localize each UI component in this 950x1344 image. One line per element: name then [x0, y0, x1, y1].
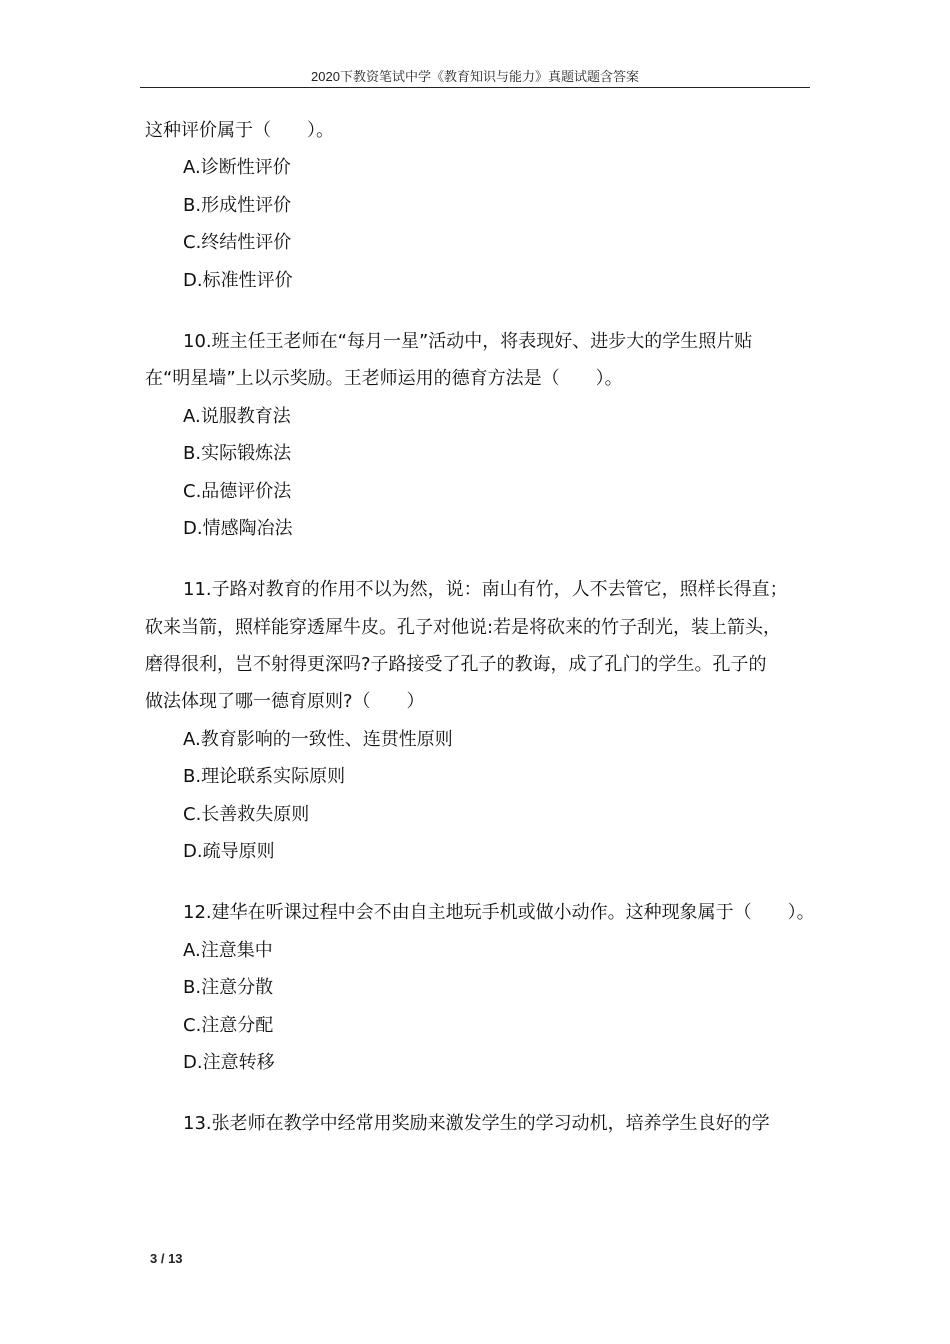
option-b: B.形成性评价 [183, 194, 292, 216]
question-block [145, 898, 813, 1085]
question-stem-line: 10.班主任王老师在“每月一星”活动中，将表现好、进步大的学生照片贴 [183, 330, 753, 352]
option-d: D.标准性评价 [183, 269, 293, 291]
option-d: D.情感陶冶法 [183, 517, 293, 539]
header-rule [140, 87, 810, 88]
question-stem-line: 在“明星墙”上以示奖励。王老师运用的德育方法是（ ）。 [145, 368, 623, 390]
option-d: D.注意转移 [183, 1051, 275, 1073]
option-a: A.注意集中 [183, 939, 273, 961]
option-c: C.品德评价法 [183, 480, 292, 502]
option-c: C.长善救失原则 [183, 803, 310, 825]
question-stem-line: 磨得很利，岂不射得更深吗?子路接受了孔子的教诲，成了孔门的学生。孔子的 [145, 654, 767, 676]
option-a: A.教育影响的一致性、连贯性原则 [183, 728, 453, 750]
question-block [145, 575, 813, 874]
option-c: C.注意分配 [183, 1014, 274, 1036]
question-stem-line: 13.张老师在教学中经常用奖励来激发学生的学习动机，培养学生良好的学 [183, 1113, 770, 1135]
question-block [145, 1109, 813, 1146]
page-total: 13 [168, 1251, 183, 1266]
option-b: B.注意分散 [183, 977, 274, 999]
question-block [145, 327, 813, 551]
page-current: 3 [150, 1251, 158, 1266]
question-stem-line: 11.子路对教育的作用不以为然，说：南山有竹，人不去管它，照样长得直； [183, 579, 788, 601]
option-b: B.实际锻炼法 [183, 443, 292, 465]
question-stem-line: 12.建华在听课过程中会不由自主地玩手机或做小动作。这种现象属于（ ）。 [183, 902, 815, 924]
question-stem-line: 砍来当箭，照样能穿透犀牛皮。孔子对他说:若是将砍来的竹子刮光，装上箭头， [145, 616, 782, 638]
document-header: 2020下教资笔试中学《教育知识与能力》真题试题含答案 [311, 69, 639, 84]
option-d: D.疏导原则 [183, 841, 275, 863]
question-block [145, 116, 813, 303]
option-a: A.说服教育法 [183, 405, 291, 427]
option-b: B.理论联系实际原则 [183, 766, 346, 788]
question-stem-line: 做法体现了哪一德育原则?（ ） [145, 691, 425, 713]
option-a: A.诊断性评价 [183, 157, 291, 179]
question-content [145, 116, 813, 1147]
option-c: C.终结性评价 [183, 232, 292, 254]
question-stem-line: 这种评价属于（ ）。 [145, 120, 334, 141]
page-number: 3 / 13 [150, 1251, 183, 1266]
